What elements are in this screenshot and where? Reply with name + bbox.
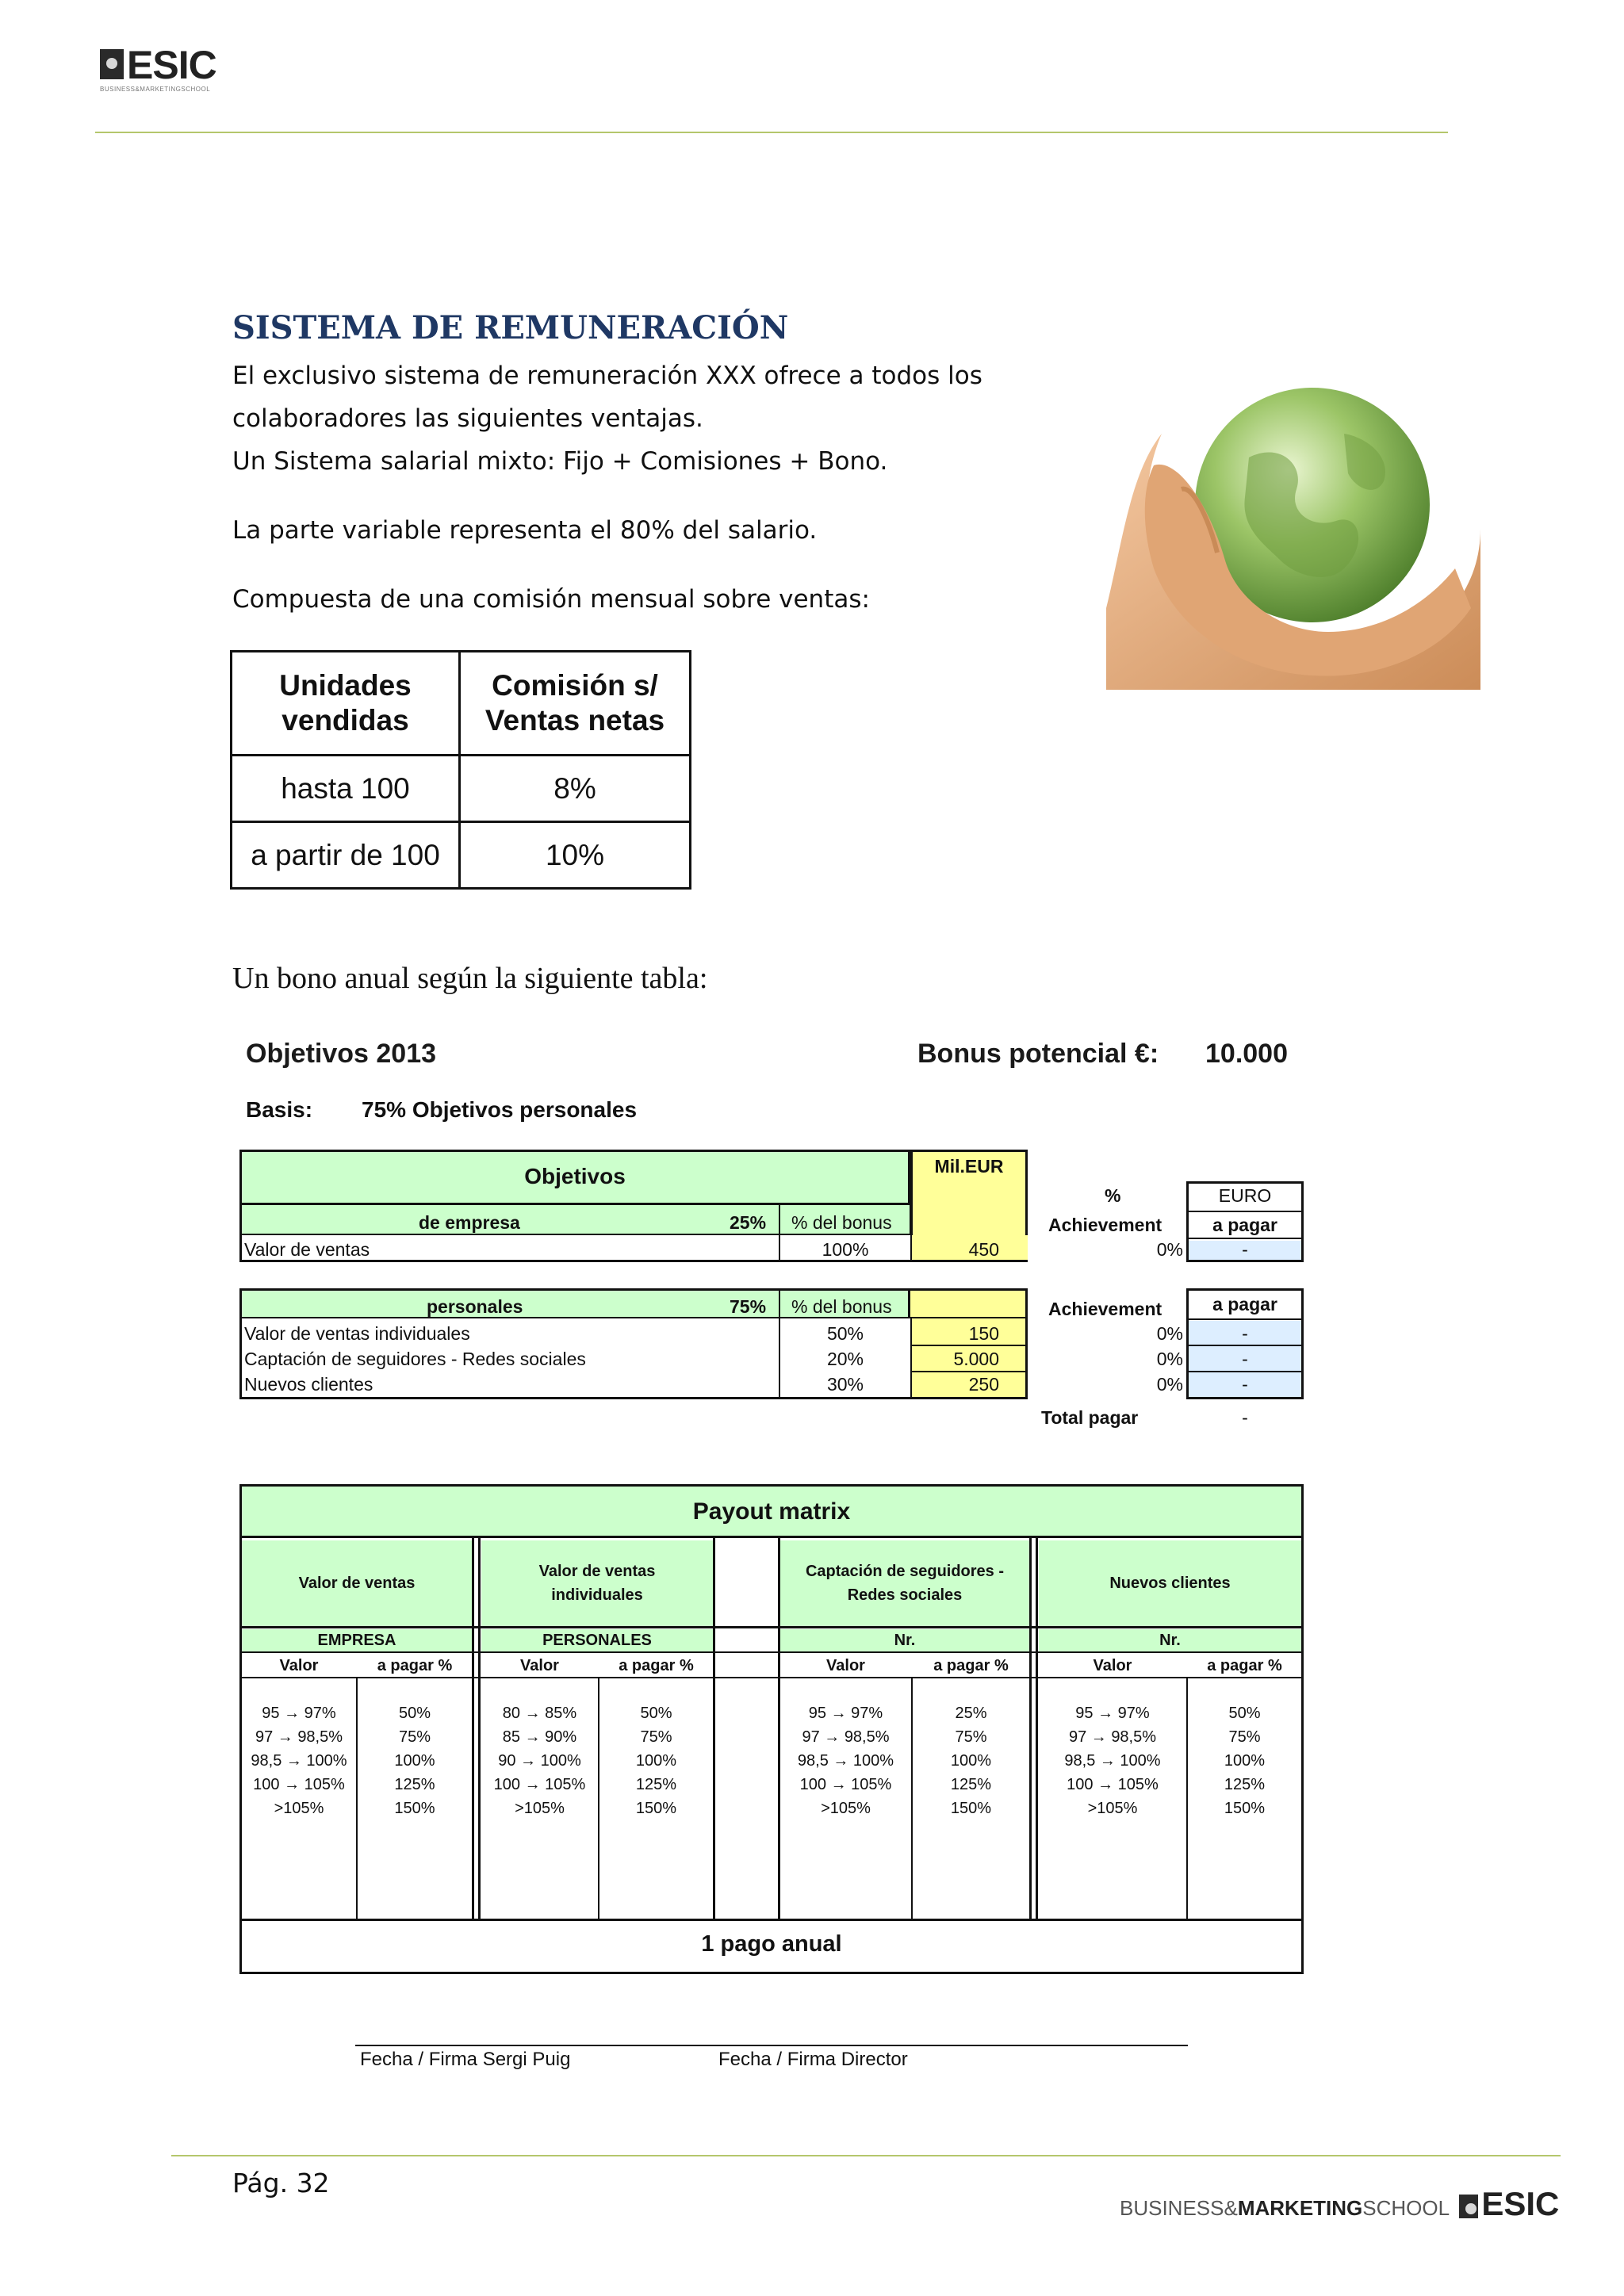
tier-valor: 97 → 98,5% [1068,1728,1157,1746]
row-pay: - [1242,1349,1248,1369]
group-sub: Nr. [1159,1632,1181,1649]
col-valor: Valor [1093,1657,1132,1674]
mileur-label: Mil.EUR [934,1156,1004,1177]
tier-pct: 150% [394,1800,435,1817]
row-pay: - [1242,1323,1248,1344]
tier-pct: 125% [635,1776,677,1793]
logo-text: ESIC [127,43,216,87]
pct-header: % [1105,1185,1121,1206]
personales-pct-col: % del bonus [791,1296,892,1317]
signature-right: Fecha / Firma Director [718,2049,908,2070]
intro-line-1: El exclusivo sistema de remuneración XXX ofrece a todos los [232,362,982,390]
table-row [232,756,691,822]
tier-pct: 75% [1228,1728,1261,1746]
col-apagar: a pagar % [933,1657,1009,1674]
signature-left: Fecha / Firma Sergi Puig [360,2049,571,2070]
comision-cell: hasta 100 [232,756,460,822]
footer-rule [171,2155,1561,2156]
bono-line: Un bono anual según la siguiente tabla: [232,962,708,995]
tier-pct: 125% [950,1776,992,1793]
tier-valor: >105% [821,1800,871,1817]
tier-pct: 100% [635,1752,677,1770]
row-pct: 20% [826,1349,864,1369]
tier-pct: 25% [955,1705,987,1722]
tier-valor: 98,5 → 100% [797,1752,894,1770]
tier-pct: 75% [398,1728,431,1746]
row-target: 250 [968,1374,999,1395]
row-target: 5.000 [953,1349,999,1369]
variable-line: La parte variable representa el 80% del salario. [232,516,818,545]
comision-intro-line: Compuesta de una comisión mensual sobre ventas: [232,585,870,614]
row-achievement: 0% [1156,1239,1183,1260]
table-row [232,822,691,889]
logo-subtitle: BUSINESS&MARKETINGSCHOOL [100,86,211,93]
total-value: - [1242,1407,1248,1428]
row-target: 450 [968,1239,999,1260]
hands-globe-image [1106,370,1480,690]
tier-valor: 100 → 105% [493,1776,586,1793]
tier-valor: 98,5 → 100% [1064,1752,1161,1770]
comision-header-comision: Comisión s/ Ventas netas [460,652,691,756]
section-title: SISTEMA DE REMUNERACIÓN [232,309,789,346]
tier-pct: 100% [394,1752,435,1770]
tier-valor: 80 → 85% [502,1705,577,1722]
empresa-label: de empresa [419,1212,520,1233]
apagar-header: a pagar [1212,1294,1277,1314]
comision-cell: a partir de 100 [232,822,460,889]
achievement-header: Achievement [1048,1215,1162,1235]
tier-pct: 125% [394,1776,435,1793]
brand-part: BUSINESS& [1120,2196,1238,2220]
comision-table [230,650,691,890]
empresa-weight: 25% [730,1212,767,1233]
tier-valor: 95 → 97% [1075,1705,1150,1722]
payout-footer: 1 pago anual [701,1931,842,1957]
esic-logo [100,43,251,105]
row-name: Nuevos clientes [244,1374,373,1395]
personales-label: personales [427,1296,523,1317]
tier-valor: >105% [1087,1800,1138,1817]
group-title: Nuevos clientes [1109,1575,1231,1592]
signature-line [355,2045,1188,2046]
objetivos-header-label: Objetivos [524,1164,626,1188]
tier-valor: 98,5 → 100% [251,1752,347,1770]
comision-header-unidades: Unidades vendidas [232,652,460,756]
group-title: Captación de seguidores - Redes sociales [805,1563,1005,1604]
tier-valor: 90 → 100% [498,1752,581,1770]
comision-cell: 8% [460,756,691,822]
row-pct: 30% [826,1374,864,1395]
tier-valor: 97 → 98,5% [802,1728,890,1746]
row-target: 150 [968,1323,999,1344]
brand-part-bold: MARKETING [1237,2196,1363,2220]
tier-pct: 50% [1228,1705,1261,1722]
group-title: Valor de ventas [298,1575,416,1592]
personales-weight: 75% [730,1296,767,1317]
row-name: Valor de ventas [244,1239,370,1260]
header-rule [95,132,1448,133]
footer-logo-text: ESIC [1481,2185,1560,2222]
tier-valor: 100 → 105% [1067,1776,1159,1793]
empresa-pct-col: % del bonus [791,1212,892,1233]
row-achievement: 0% [1156,1323,1183,1344]
objetivos-title: Objetivos 2013 [246,1039,437,1069]
tier-valor: 100 → 105% [253,1776,345,1793]
esic-seal-icon [100,49,124,79]
brand-part: SCHOOL [1362,2196,1450,2220]
intro-line-2: colaboradores las siguientes ventajas. [232,404,703,433]
intro-line-3: Un Sistema salarial mixto: Fijo + Comisiones + Bono. [232,447,888,476]
basis-label: Basis: [246,1097,313,1122]
apagar-header: a pagar [1212,1215,1277,1235]
tier-valor: 85 → 90% [502,1728,577,1746]
tier-valor: >105% [274,1800,324,1817]
tier-valor: 97 → 98,5% [255,1728,343,1746]
bonus-potencial-label: Bonus potencial €: [917,1039,1159,1069]
tier-pct: 75% [955,1728,987,1746]
basis-value: 75% Objetivos personales [362,1097,638,1122]
group-sub: Nr. [894,1632,916,1649]
row-name: Valor de ventas individuales [244,1323,470,1344]
tier-pct: 150% [635,1800,677,1817]
row-pay: - [1242,1374,1248,1395]
row-pay: - [1242,1239,1248,1260]
tier-valor: 100 → 105% [799,1776,892,1793]
col-valor: Valor [520,1657,559,1674]
group-title: Valor de ventas individuales [538,1563,656,1604]
col-apagar: a pagar % [377,1657,453,1674]
row-pct: 50% [826,1323,864,1344]
tier-pct: 150% [950,1800,992,1817]
tier-pct: 100% [1224,1752,1266,1770]
group-sub: PERSONALES [542,1632,652,1649]
tier-valor: >105% [515,1800,565,1817]
tier-pct: 50% [398,1705,431,1722]
row-achievement: 0% [1156,1349,1183,1369]
euro-header: EURO [1218,1185,1272,1206]
tier-pct: 150% [1224,1800,1266,1817]
achievement-header: Achievement [1048,1299,1162,1319]
bonus-potencial-value: 10.000 [1205,1039,1288,1069]
tier-valor: 95 → 97% [262,1705,336,1722]
tier-pct: 100% [950,1752,992,1770]
col-valor: Valor [826,1657,865,1674]
tier-pct: 50% [640,1705,672,1722]
page-number: Pág. 32 [232,2168,330,2198]
tier-pct: 75% [640,1728,672,1746]
comision-cell: 10% [460,822,691,889]
group-sub: EMPRESA [317,1632,396,1649]
row-achievement: 0% [1156,1374,1183,1395]
total-label: Total pagar [1041,1407,1139,1428]
col-valor: Valor [279,1657,319,1674]
col-apagar: a pagar % [619,1657,694,1674]
footer-brand [1120,2185,1559,2223]
tier-pct: 125% [1224,1776,1266,1793]
row-name: Captación de seguidores - Redes sociales [244,1349,586,1369]
esic-seal-icon [1459,2195,1478,2218]
payout-title: Payout matrix [692,1498,851,1525]
tier-valor: 95 → 97% [808,1705,883,1722]
row-pct: 100% [822,1239,869,1260]
col-apagar: a pagar % [1207,1657,1282,1674]
